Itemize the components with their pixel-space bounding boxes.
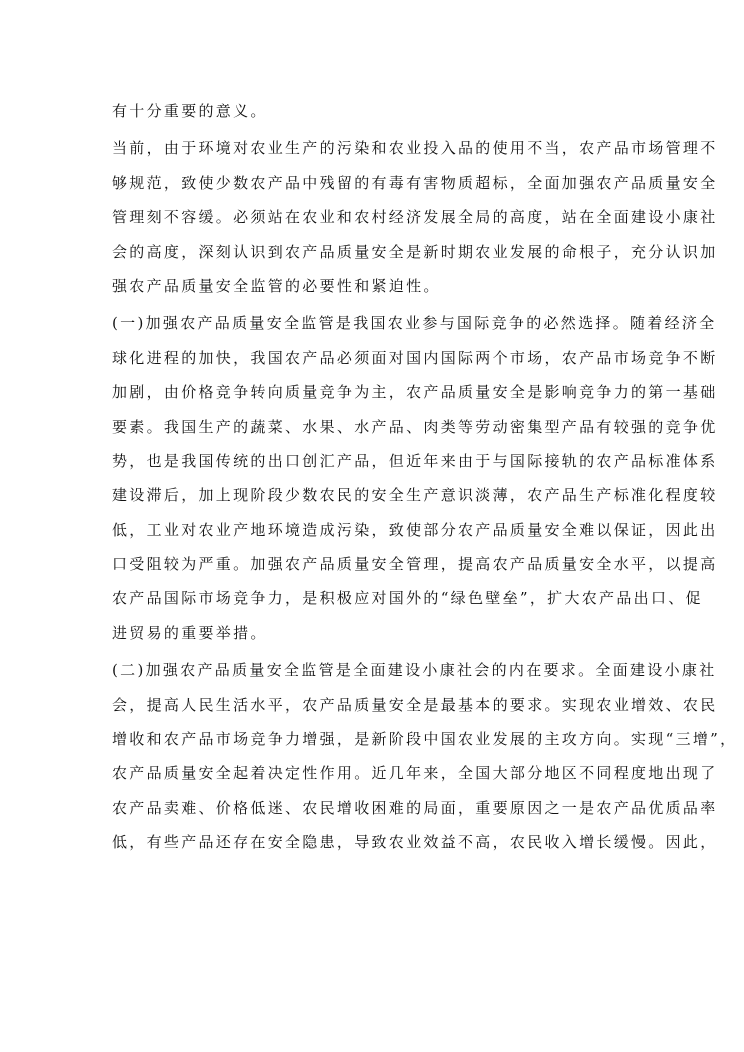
text-line: (二)加强农产品质量安全监管是全面建设小康社会的内在要求。全面建设小康社	[112, 661, 717, 680]
text-line: 低，工业对农业产地环境造成污染，致使部分农产品质量安全难以保证，因此出	[112, 520, 718, 539]
text-line: 强农产品质量安全监管的必要性和紧迫性。	[112, 276, 441, 295]
text-line: 农产品质量安全起着决定性作用。近几年来，全国大部分地区不同程度地出现了	[112, 764, 718, 783]
text-line: 有十分重要的意义。	[112, 102, 268, 120]
text-line: 管理刻不容缓。必须站在农业和农村经济发展全局的高度，站在全面建设小康社	[112, 208, 718, 227]
text-line: 低，有些产品还存在安全隐患，导致农业效益不高，农民收入增长缓慢。因此，	[112, 833, 718, 852]
document-page	[112, 94, 738, 860]
text-line: 进贸易的重要举措。	[112, 623, 268, 642]
text-line: 势，也是我国传统的出口创汇产品，但近年来由于与国际接轨的农产品标准体系	[112, 451, 718, 470]
text-line: 增收和农产品市场竞争力增强，是新阶段中国农业发展的主攻方向。实现“三增”，	[112, 730, 738, 749]
text-line: 够规范，致使少数农产品中残留的有毒有害物质超标，全面加强农产品质量安全	[112, 173, 718, 192]
text-line: 农产品卖难、价格低迷、农民增收困难的局面，重要原因之一是农产品优质品率	[112, 798, 718, 817]
text-line: 球化进程的加快，我国农产品必须面对国内国际两个市场，农产品市场竞争不断	[112, 348, 718, 367]
text-line: 要素。我国生产的蔬菜、水果、水产品、肉类等劳动密集型产品有较强的竞争优	[112, 417, 718, 436]
text-line: 当前，由于环境对农业生产的污染和农业投入品的使用不当，农产品市场管理不	[112, 139, 718, 158]
text-line: 农产品国际市场竞争力，是积极应对国外的“绿色壁垒”，扩大农产品出口、促	[112, 589, 703, 608]
text-line: 加剧，由价格竞争转向质量竞争为主，农产品质量安全是影响竞争力的第一基础	[112, 383, 718, 402]
text-line: (一)加强农产品质量安全监管是我国农业参与国际竞争的必然选择。随着经济全	[112, 314, 717, 333]
text-line: 会的高度，深刻认识到农产品质量安全是新时期农业发展的命根子，充分认识加	[112, 242, 718, 261]
text-line: 会，提高人民生活水平，农产品质量安全是最基本的要求。实现农业增效、农民	[112, 695, 718, 714]
text-line: 建设滞后，加上现阶段少数农民的安全生产意识淡薄，农产品生产标准化程度较	[112, 486, 718, 505]
text-line: 口受阻较为严重。加强农产品质量安全管理，提高农产品质量安全水平，以提高	[112, 555, 718, 574]
